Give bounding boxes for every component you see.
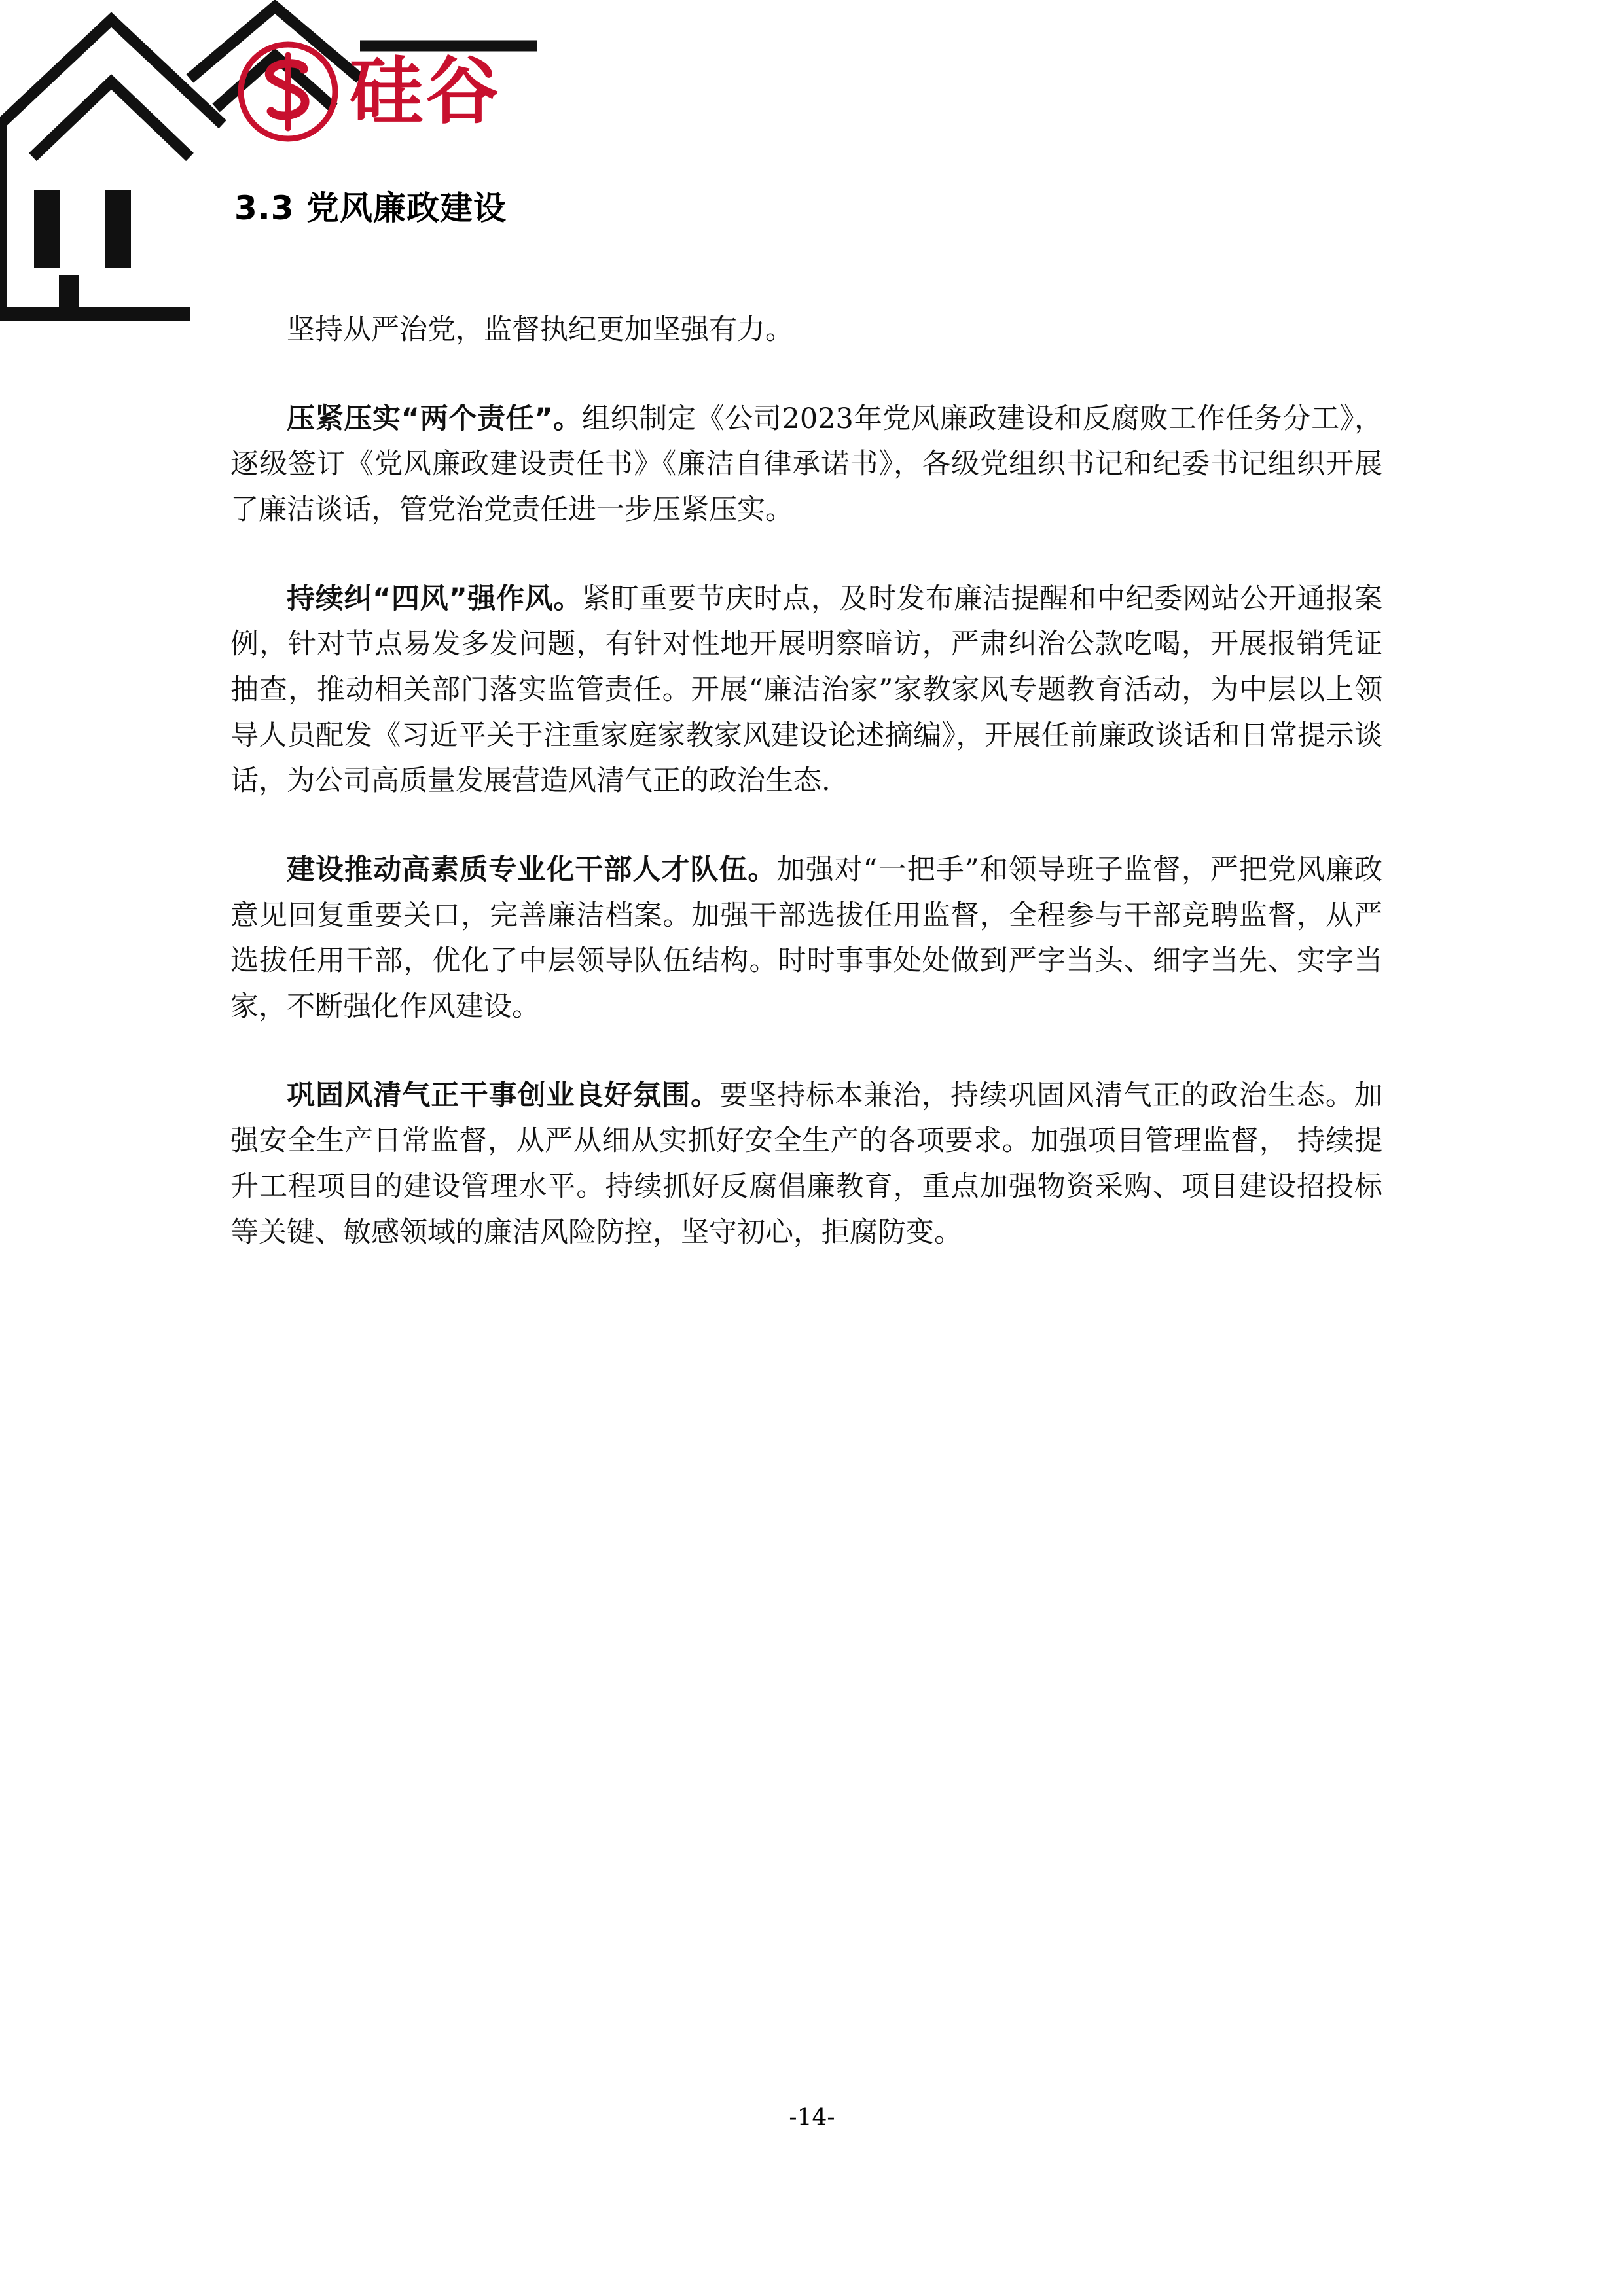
section-title: 3.3 党风廉政建设 [234, 189, 507, 227]
paragraph-intro [230, 308, 1382, 353]
paragraph-text: 组织制定《公司2023年党风廉政建设和反腐败工作任务分工》，逐级签订《党风廉政建设责任书》《廉洁自律承诺书》，各级党组织书记和纪委书记组织开展了廉洁谈话，管党治党责任进一步压紧压实。 [230, 402, 1382, 526]
paragraph-two-responsibilities [230, 397, 1382, 533]
paragraph-good-atmosphere [230, 1073, 1382, 1256]
paragraph-text: 紧盯重要节庆时点，及时发布廉洁提醒和中纪委网站公开通报案例，针对节点易发多发问题，有针对性地开展明察暗访，严肃纠治公款吃喝，开展报销凭证抽查，推动相关部门落实监管责任。开展“廉洁治家”家教家风专题教育活动，为中层以上领导人员配发《习近平关于注重家庭家教家风建设论述摘编》，开展任前廉政谈话和日常提示谈话，为公司高质量发展营造风清气正的政治生态. [230, 582, 1382, 798]
paragraph-text: 加强对“一把手”和领导班子监督，严把党风廉政意见回复重要关口，完善廉洁档案。加强干部选拔任用监督，全程参与干部竞聘监督，从严选拔任用干部，优化了中层领导队伍结构。时时事事处处做到严字当头、细字当先、实字当家，不断强化作风建设。 [230, 853, 1383, 1023]
page-number: -14- [789, 2104, 835, 2131]
paragraph-four-winds [230, 577, 1382, 804]
silicon-valley-logo-icon [236, 39, 340, 144]
document-content [230, 308, 1382, 1255]
logo-text: 硅谷 [350, 49, 501, 134]
paragraph-text: 坚持从严治党，监督执纪更加坚强有力。 [287, 314, 793, 346]
paragraph-lead: 持续纠“四风”强作风。 [287, 582, 583, 615]
paragraph-talent-team [230, 848, 1382, 1030]
paragraph-lead: 压紧压实“两个责任”。 [287, 402, 582, 435]
paragraph-lead: 巩固风清气正干事创业良好氛围。 [287, 1079, 720, 1112]
paragraph-lead: 建设推动高素质专业化干部人才队伍。 [287, 853, 777, 886]
logo-block [236, 39, 501, 144]
paragraph-text: 要坚持标本兼治，持续巩固风清气正的政治生态。加强安全生产日常监督，从严从细从实抓好安全生产的各项要求。加强项目管理监督， 持续提升工程项目的建设管理水平。持续抓好反腐倡廉教育，重点加强物资采购、项目建设招投标等关键、敏感领域的廉洁风险防控，坚守初心，拒腐防变。 [230, 1079, 1383, 1249]
